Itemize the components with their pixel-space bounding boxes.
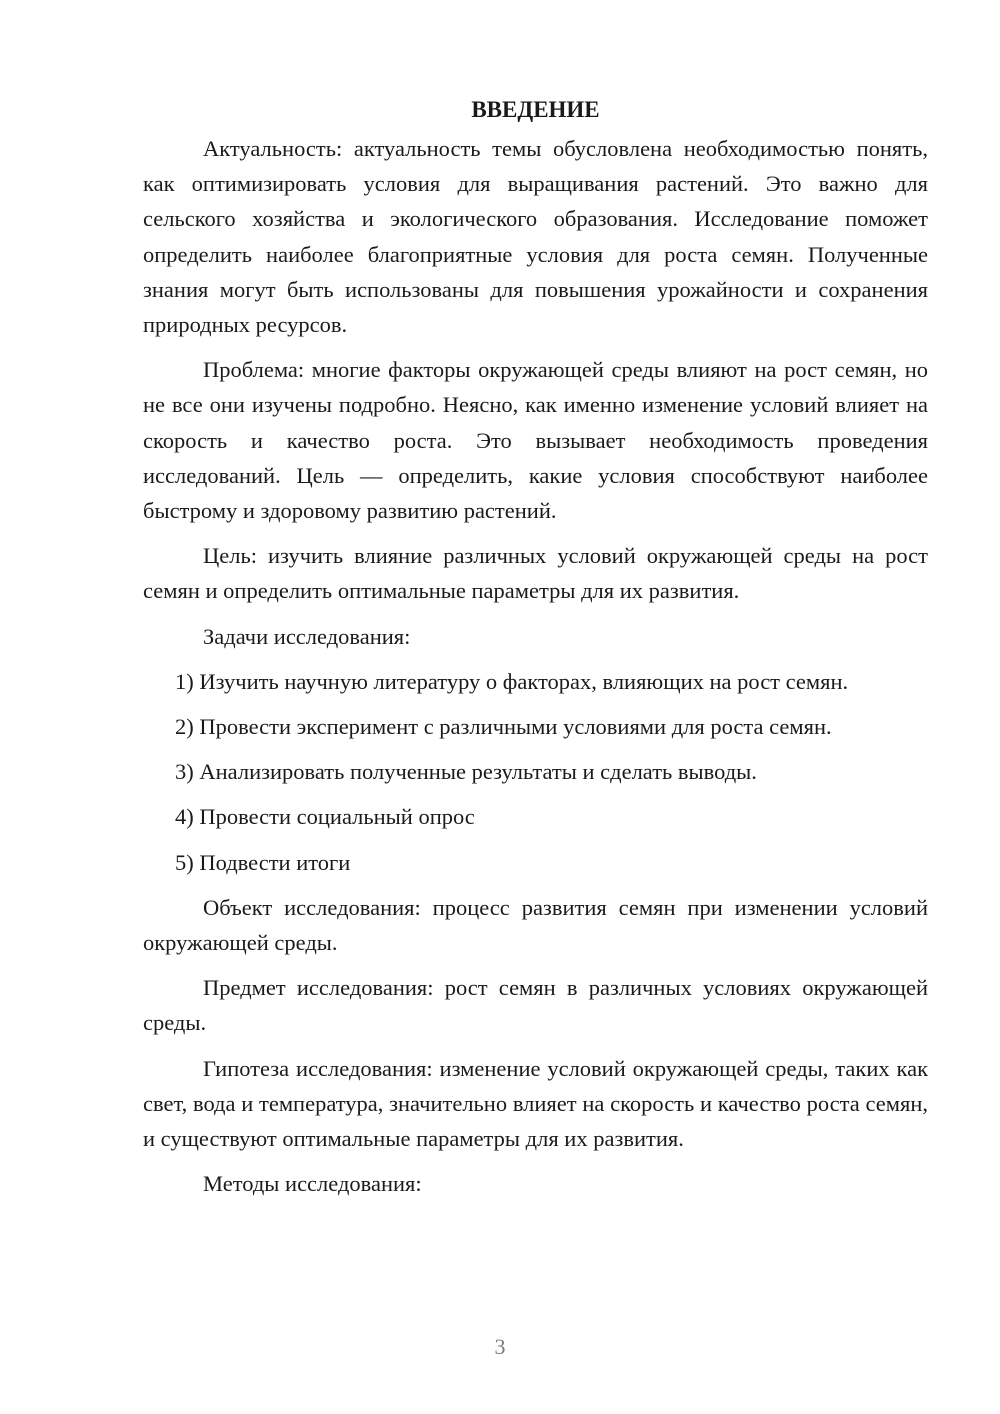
list-item: 2) Провести эксперимент с различными условиями для роста семян. bbox=[175, 714, 832, 740]
methods-heading: Методы исследования: bbox=[203, 1171, 422, 1197]
page-title: ВВЕДЕНИЕ bbox=[471, 97, 600, 122]
relevance-paragraph: Актуальность: актуальность темы обусловлена необходимостью понять, как оптимизировать условия для выращивания растений. Это важно для сельского хозяйства и экологического образования. Исследование поможет определить наиболее благоприятные условия для роста семян. Полученные знания могут быть использованы для повышения урожайности и сохранения природных ресурсов. bbox=[143, 136, 928, 338]
page-number: 3 bbox=[494, 1334, 506, 1359]
object-paragraph: Объект исследования: процесс развития семян при изменении условий окружающей среды. bbox=[143, 894, 928, 956]
tasks-heading: Задачи исследования: bbox=[203, 623, 411, 649]
subject-paragraph: Предмет исследования: рост семян в различных условиях окружающей среды. bbox=[143, 975, 928, 1036]
tasks-list bbox=[143, 664, 928, 880]
list-item: 3) Анализировать полученные результаты и сделать выводы. bbox=[175, 759, 757, 785]
problem-paragraph: Проблема: многие факторы окружающей среды влияют на рост семян, но не все они изучены подробно. Неясно, как именно изменение условий влияет на скорость и качество роста. Это вызывает необходимость проведения исследований. Цель — определить, какие условия способствуют наиболее быстрому и здоровому развитию растений. bbox=[143, 357, 928, 524]
goal-paragraph: Цель: изучить влияние различных условий окружающей среды на рост семян и определить оптимальные параметры для их развития. bbox=[143, 543, 928, 604]
hypothesis-paragraph: Гипотеза исследования: изменение условий окружающей среды, таких как свет, вода и температура, значительно влияет на скорость и качество роста семян, и существуют оптимальные параметры для их развития. bbox=[143, 1055, 928, 1152]
list-item: 5) Подвести итоги bbox=[175, 849, 351, 875]
document-page bbox=[143, 92, 928, 1211]
list-item: 4) Провести социальный опрос bbox=[175, 804, 475, 830]
list-item: 1) Изучить научную литературу о факторах, влияющих на рост семян. bbox=[175, 668, 849, 694]
